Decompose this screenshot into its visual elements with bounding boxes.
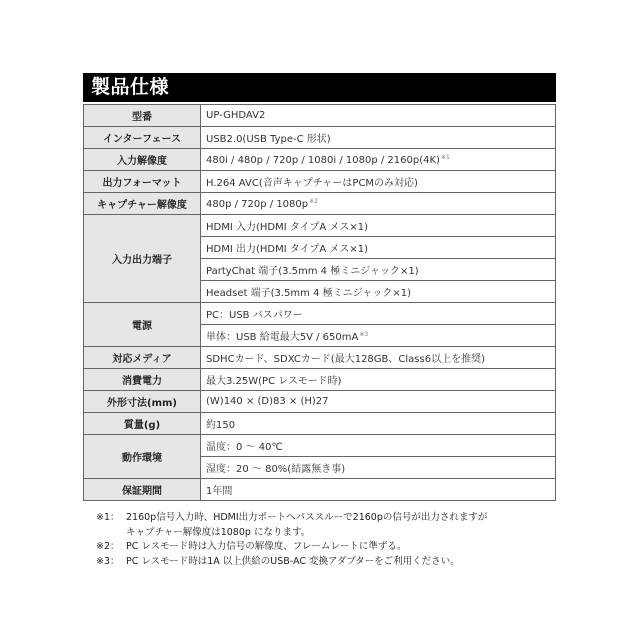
spec-value-text: SDHCカード、SDXCカード(最大128GB、Class6以上を推奨) [206, 354, 485, 365]
spec-row [84, 105, 556, 127]
spec-value [201, 303, 556, 325]
footnote-ref: ※1 [440, 153, 450, 161]
spec-row [84, 303, 556, 325]
spec-value-text: (W)140 × (D)83 × (H)27 [206, 396, 329, 407]
spec-row [84, 479, 556, 501]
spec-value [201, 171, 556, 193]
spec-value [201, 457, 556, 479]
spec-row [84, 369, 556, 391]
footnote [96, 511, 566, 540]
spec-header [83, 73, 556, 102]
spec-label: キャプチャー解像度 [84, 193, 201, 215]
spec-value [201, 281, 556, 303]
spec-table [83, 104, 556, 501]
spec-value-text: PartyChat 端子(3.5mm 4 極ミニジャック×1) [206, 266, 419, 277]
spec-value-text: HDMI 入力(HDMI タイプA メス×1) [206, 222, 369, 233]
spec-value [201, 413, 556, 435]
spec-value-text: PC：USB バスパワー [206, 310, 303, 321]
footnote-ref: ※2 [309, 197, 318, 205]
spec-value-text: USB2.0(USB Type-C 形状) [206, 134, 331, 145]
spec-value [201, 325, 556, 347]
spec-label: 電源 [84, 303, 201, 347]
spec-value [201, 479, 556, 501]
spec-value-text: UP-GHDAV2 [206, 110, 266, 121]
footnote-line: 2160p信号入力時、HDMI出力ポートへパススルーで2160pの信号が出力されますが [126, 512, 488, 523]
footnote-mark: ※2： [96, 541, 120, 552]
spec-label: 消費電力 [84, 369, 201, 391]
footnote-line: キャプチャー解像度は1080p になります。 [126, 526, 311, 538]
footnote-line: PC レスモード時は入力信号の解像度、フレームレートに準ずる。 [126, 541, 407, 552]
spec-value-text: H.264 AVC(音声キャプチャーはPCMのみ対応) [206, 178, 418, 189]
footnotes [96, 511, 566, 569]
spec-value-text: 480p / 720p / 1080p [206, 198, 309, 210]
spec-value [201, 391, 556, 413]
footnote-mark: ※1： [96, 512, 120, 523]
spec-label: 外形寸法(mm) [84, 391, 201, 413]
spec-label: 型番 [84, 105, 201, 127]
spec-row [84, 347, 556, 369]
spec-row [84, 435, 556, 457]
footnote-mark: ※3： [96, 555, 120, 567]
spec-label: 動作環境 [84, 435, 201, 479]
spec-value [201, 105, 556, 127]
footnote-text [126, 555, 460, 570]
spec-row [84, 127, 556, 149]
spec-value-text: 約150 [206, 420, 236, 431]
spec-label: インターフェース [84, 127, 201, 149]
spec-value-text: 最大3.25W(PC レスモード時) [206, 376, 342, 387]
spec-row [84, 149, 556, 171]
spec-value [201, 259, 556, 281]
spec-value [201, 193, 556, 215]
spec-value [201, 127, 556, 149]
spec-row [84, 391, 556, 413]
spec-value-text: 1年間 [206, 486, 233, 497]
spec-value-text: Headset 端子(3.5mm 4 極ミニジャック×1) [206, 288, 412, 299]
spec-title: 製品仕様 [91, 76, 170, 98]
spec-label: 出力フォーマット [84, 171, 201, 193]
spec-value-text: 単体：USB 給電最大5V / 650mA [206, 332, 359, 343]
footnote-text [126, 540, 406, 555]
spec-row [84, 193, 556, 215]
spec-value [201, 215, 556, 237]
spec-value-text: 湿度：20 ～ 80%(結露無き事) [206, 464, 346, 475]
spec-label: 質量(g) [84, 413, 201, 435]
spec-label: 入力出力端子 [84, 215, 201, 303]
spec-row [84, 171, 556, 193]
footnote-text [126, 511, 487, 540]
spec-value [201, 369, 556, 391]
footnote-line: PC レスモード時は1A 以上供給のUSB-AC 変換アダプターをご利用ください。 [126, 555, 460, 567]
spec-row [84, 215, 556, 237]
spec-value [201, 237, 556, 259]
spec-label: 保証期間 [84, 479, 201, 501]
spec-value [201, 149, 556, 171]
spec-label: 対応メディア [84, 347, 201, 369]
spec-value-text: 温度：0 ～ 40℃ [206, 442, 283, 453]
footnote [96, 540, 566, 555]
spec-value-text: HDMI 出力(HDMI タイプA メス×1) [206, 244, 369, 255]
footnote-ref: ※3 [359, 331, 369, 338]
spec-row [84, 413, 556, 435]
spec-value [201, 435, 556, 457]
footnote [96, 555, 566, 570]
spec-value [201, 347, 556, 369]
spec-value-text: 480i / 480p / 720p / 1080i / 1080p / 2160p(4K) [206, 154, 440, 166]
spec-label: 入力解像度 [84, 149, 201, 171]
